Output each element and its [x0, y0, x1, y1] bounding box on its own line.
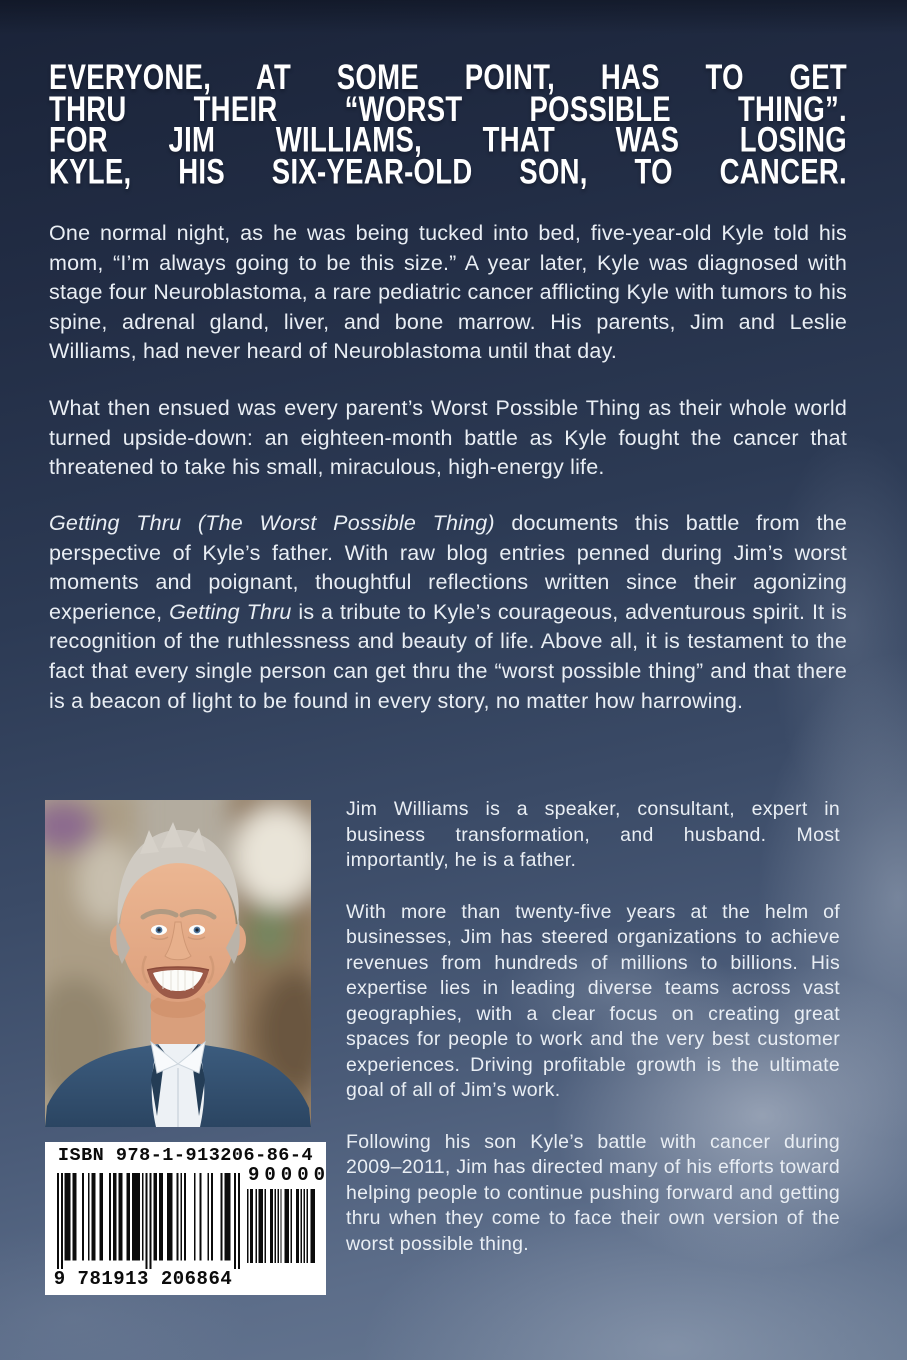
author-bio	[346, 797, 840, 1257]
book-title-italic: Getting Thru (The Worst Possible Thing)	[49, 511, 495, 535]
headline-line-3: FOR JIM WILLIAMS, THAT WAS LOSING	[49, 119, 847, 160]
isbn-barcode	[45, 1142, 331, 1295]
synopsis-text-b: is a tribute to Kyle’s courageous, adventurous spirit. It is recognition of the ruthlessness and beauty of life. Above all, it is testament to the fact that every single person can get thru the “worst possible thing” and that there is a beacon of light to be found in every story, no matter how harrowing.	[49, 599, 847, 713]
headline-line-2: THRU THEIR “WORST POSSIBLE THING”.	[49, 88, 847, 128]
barcode-bars-main	[57, 1173, 240, 1269]
book-title-short-italic: Getting Thru	[169, 599, 292, 624]
synopsis-paragraph-3	[49, 509, 847, 716]
synopsis-paragraph-2: What then ensued was every parent’s Worst Possible Thing as their whole world turned upside-down: an eighteen-month battle as Kyle fought the cancer that threatened to take his small, miraculous, high-energy life.	[49, 396, 847, 480]
bio-paragraph-2: With more than twenty-five years at the helm of businesses, Jim has steered organizations to achieve revenues from hundreds of millions to billions. His expertise lies in leading diverse teams across vast geographies, with a clear focus on creating great spaces for people to work and the very best customer experiences. Driving profitable growth is the ultimate goal of all of Jim’s work.	[346, 900, 840, 1101]
bio-paragraph-3: Following his son Kyle’s battle with cancer during 2009–2011, Jim has directed many of his efforts toward helping people to continue pushing forward and getting thru when they come to face their own version of the worst possible thing.	[346, 1130, 840, 1255]
barcode-digits: 9 781913 206864	[53, 1268, 233, 1290]
synopsis-text-a: documents this battle from the perspective of Kyle’s father. With raw blog entries penned during Jim’s worst moments and poignant, thoughtful reflections written since their agonizing experience,	[49, 511, 847, 624]
synopsis-paragraph-1: One normal night, as he was being tucked into bed, five-year-old Kyle told his mom, “I’m always going to be this size.” A year later, Kyle was diagnosed with stage four Neuroblastoma, a rare pediatric cancer afflicting Kyle with tumors to his spine, adrenal gland, liver, and bone marrow. His parents, Jim and Leslie Williams, had never heard of Neuroblastoma until that day.	[49, 221, 847, 364]
barcode-bars-addon	[247, 1189, 315, 1263]
headline	[49, 56, 847, 191]
headline-line-1: EVERYONE, AT SOME POINT, HAS TO GET	[49, 56, 847, 97]
isbn-label: ISBN 978-1-913206-86-4	[57, 1145, 314, 1166]
author-portrait-image	[45, 800, 311, 1127]
bio-paragraph-1: Jim Williams is a speaker, consultant, expert in business transformation, and husband. Most importantly, he is a father.	[346, 798, 840, 871]
barcode-addon-number: 90000	[248, 1164, 331, 1186]
headline-line-4: KYLE, HIS SIX-YEAR-OLD SON, TO CANCER.	[49, 150, 847, 191]
author-photo	[45, 800, 311, 1127]
